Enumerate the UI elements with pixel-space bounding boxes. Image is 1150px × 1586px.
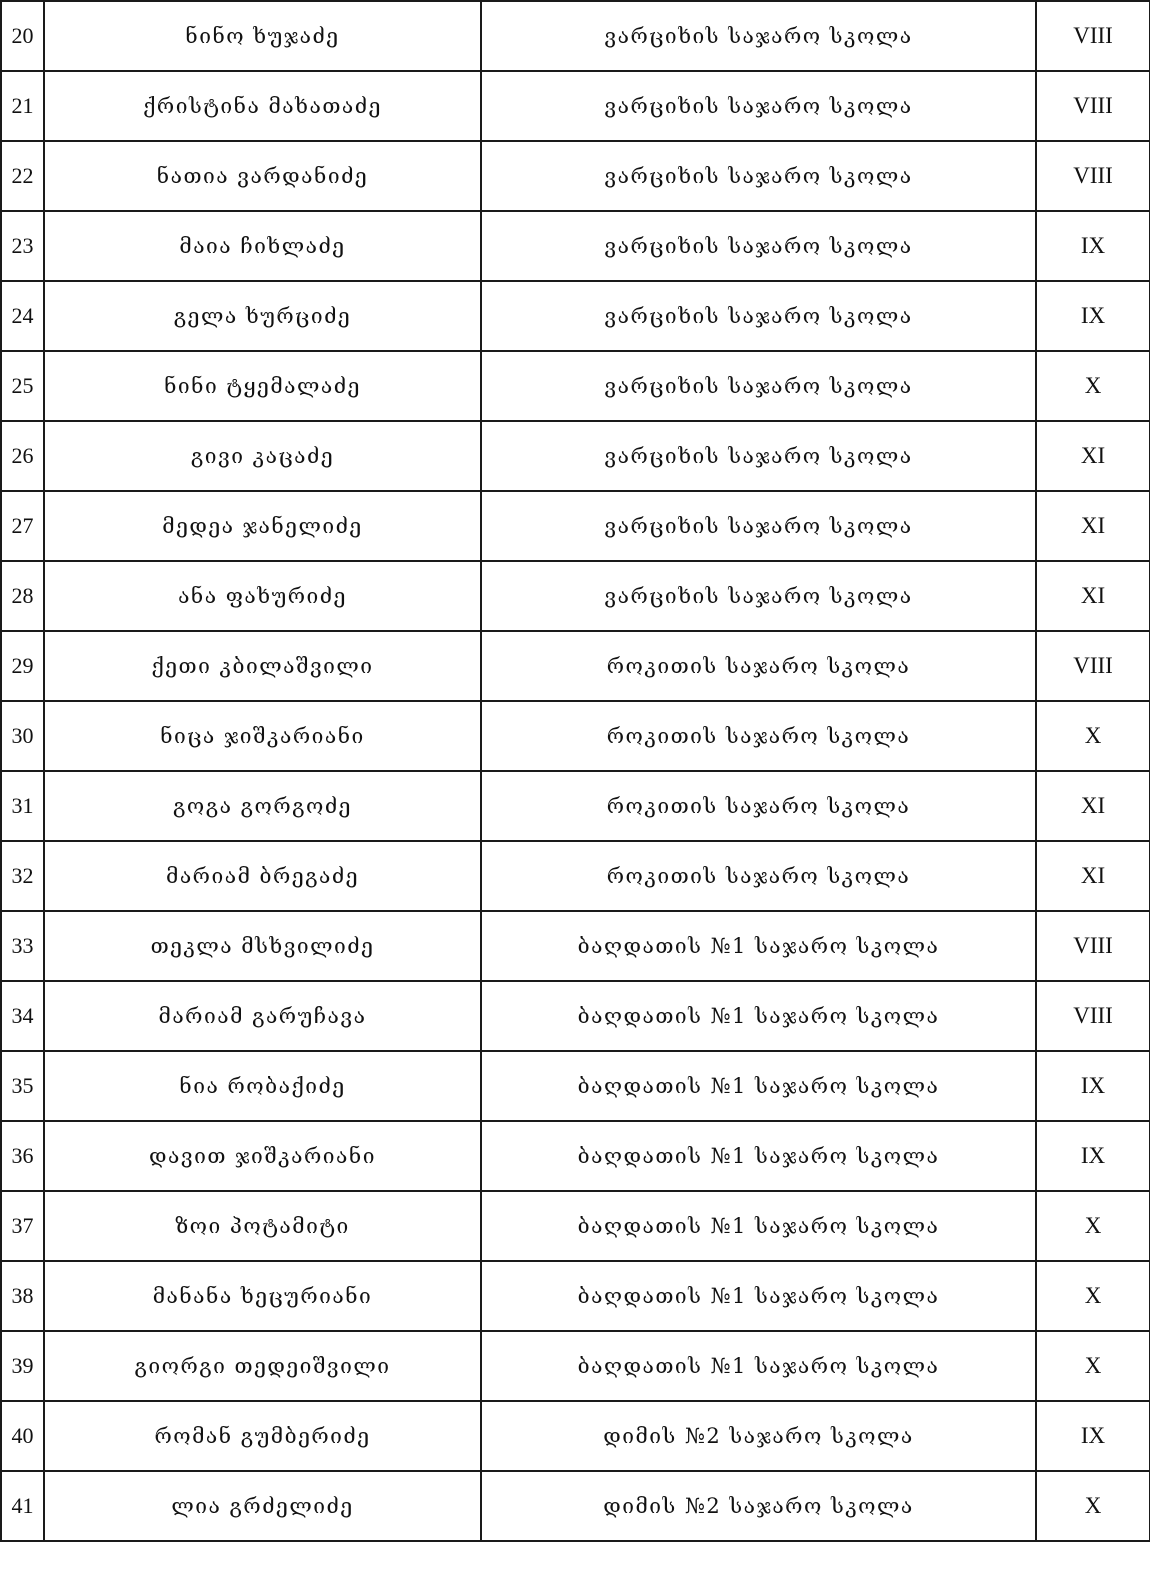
school-name: ვარციხის საჯარო სკოლა bbox=[481, 1, 1036, 71]
school-name: ვარციხის საჯარო სკოლა bbox=[481, 421, 1036, 491]
grade: X bbox=[1036, 1331, 1150, 1401]
school-name: როკითის საჯარო სკოლა bbox=[481, 771, 1036, 841]
row-number: 33 bbox=[1, 911, 44, 981]
school-name: ბაღდათის №1 საჯარო სკოლა bbox=[481, 911, 1036, 981]
participant-name: ნიცა ჯიშკარიანი bbox=[44, 701, 481, 771]
row-number: 38 bbox=[1, 1261, 44, 1331]
grade: XI bbox=[1036, 841, 1150, 911]
participant-name: გელა ხურციძე bbox=[44, 281, 481, 351]
school-name: როკითის საჯარო სკოლა bbox=[481, 701, 1036, 771]
participants-table-body bbox=[1, 1, 1150, 1541]
school-name: როკითის საჯარო სკოლა bbox=[481, 631, 1036, 701]
participant-name: მარიამ ბრეგაძე bbox=[44, 841, 481, 911]
grade: VIII bbox=[1036, 141, 1150, 211]
school-name: ბაღდათის №1 საჯარო სკოლა bbox=[481, 1051, 1036, 1121]
table-row bbox=[1, 491, 1150, 561]
row-number: 34 bbox=[1, 981, 44, 1051]
school-name: ვარციხის საჯარო სკოლა bbox=[481, 281, 1036, 351]
row-number: 22 bbox=[1, 141, 44, 211]
row-number: 30 bbox=[1, 701, 44, 771]
participant-name: ზოი პოტამიტი bbox=[44, 1191, 481, 1261]
table-row bbox=[1, 1, 1150, 71]
school-name: ბაღდათის №1 საჯარო სკოლა bbox=[481, 1121, 1036, 1191]
grade: X bbox=[1036, 701, 1150, 771]
participant-name: მანანა ხეცურიანი bbox=[44, 1261, 481, 1331]
row-number: 28 bbox=[1, 561, 44, 631]
row-number: 39 bbox=[1, 1331, 44, 1401]
grade: VIII bbox=[1036, 1, 1150, 71]
table-row bbox=[1, 1261, 1150, 1331]
row-number: 36 bbox=[1, 1121, 44, 1191]
table-row bbox=[1, 631, 1150, 701]
grade: VIII bbox=[1036, 631, 1150, 701]
row-number: 40 bbox=[1, 1401, 44, 1471]
participant-name: ანა ფახურიძე bbox=[44, 561, 481, 631]
grade: XI bbox=[1036, 421, 1150, 491]
grade: IX bbox=[1036, 211, 1150, 281]
school-name: ვარციხის საჯარო სკოლა bbox=[481, 71, 1036, 141]
participant-name: ლია გრძელიძე bbox=[44, 1471, 481, 1541]
participant-name: თეკლა მსხვილიძე bbox=[44, 911, 481, 981]
row-number: 37 bbox=[1, 1191, 44, 1261]
grade: X bbox=[1036, 1191, 1150, 1261]
table-row bbox=[1, 841, 1150, 911]
grade: X bbox=[1036, 1471, 1150, 1541]
school-name: დიმის №2 საჯარო სკოლა bbox=[481, 1401, 1036, 1471]
participant-name: გიორგი თედეიშვილი bbox=[44, 1331, 481, 1401]
school-name: ვარციხის საჯარო სკოლა bbox=[481, 351, 1036, 421]
school-name: ბაღდათის №1 საჯარო სკოლა bbox=[481, 1331, 1036, 1401]
school-name: ბაღდათის №1 საჯარო სკოლა bbox=[481, 1261, 1036, 1331]
row-number: 24 bbox=[1, 281, 44, 351]
participant-name: ნინო ხუჯაძე bbox=[44, 1, 481, 71]
table-row bbox=[1, 981, 1150, 1051]
grade: IX bbox=[1036, 1121, 1150, 1191]
row-number: 41 bbox=[1, 1471, 44, 1541]
row-number: 31 bbox=[1, 771, 44, 841]
participant-name: მედეა ჯანელიძე bbox=[44, 491, 481, 561]
row-number: 20 bbox=[1, 1, 44, 71]
participant-name: ქეთი კბილაშვილი bbox=[44, 631, 481, 701]
table-row bbox=[1, 351, 1150, 421]
participant-name: მაია ჩიხლაძე bbox=[44, 211, 481, 281]
row-number: 23 bbox=[1, 211, 44, 281]
grade: X bbox=[1036, 351, 1150, 421]
school-name: როკითის საჯარო სკოლა bbox=[481, 841, 1036, 911]
participant-name: ნათია ვარდანიძე bbox=[44, 141, 481, 211]
table-row bbox=[1, 421, 1150, 491]
row-number: 27 bbox=[1, 491, 44, 561]
school-name: ბაღდათის №1 საჯარო სკოლა bbox=[481, 981, 1036, 1051]
grade: XI bbox=[1036, 771, 1150, 841]
table-row bbox=[1, 1471, 1150, 1541]
grade: VIII bbox=[1036, 981, 1150, 1051]
school-name: ვარციხის საჯარო სკოლა bbox=[481, 491, 1036, 561]
grade: IX bbox=[1036, 281, 1150, 351]
table-row bbox=[1, 1191, 1150, 1261]
school-name: დიმის №2 საჯარო სკოლა bbox=[481, 1471, 1036, 1541]
grade: VIII bbox=[1036, 71, 1150, 141]
row-number: 35 bbox=[1, 1051, 44, 1121]
table-row bbox=[1, 1051, 1150, 1121]
table-row bbox=[1, 211, 1150, 281]
participant-name: ქრისტინა მახათაძე bbox=[44, 71, 481, 141]
participant-name: რომან გუმბერიძე bbox=[44, 1401, 481, 1471]
participant-name: დავით ჯიშკარიანი bbox=[44, 1121, 481, 1191]
grade: VIII bbox=[1036, 911, 1150, 981]
school-name: ვარციხის საჯარო სკოლა bbox=[481, 211, 1036, 281]
grade: IX bbox=[1036, 1401, 1150, 1471]
table-row bbox=[1, 701, 1150, 771]
row-number: 32 bbox=[1, 841, 44, 911]
participant-name: ნია რობაქიძე bbox=[44, 1051, 481, 1121]
grade: XI bbox=[1036, 561, 1150, 631]
row-number: 25 bbox=[1, 351, 44, 421]
table-row bbox=[1, 771, 1150, 841]
grade: IX bbox=[1036, 1051, 1150, 1121]
school-name: ვარციხის საჯარო სკოლა bbox=[481, 561, 1036, 631]
table-row bbox=[1, 71, 1150, 141]
participant-name: ნინი ტყემალაძე bbox=[44, 351, 481, 421]
participant-name: გოგა გორგოძე bbox=[44, 771, 481, 841]
participant-name: მარიამ გარუჩავა bbox=[44, 981, 481, 1051]
school-name: ვარციხის საჯარო სკოლა bbox=[481, 141, 1036, 211]
grade: X bbox=[1036, 1261, 1150, 1331]
row-number: 26 bbox=[1, 421, 44, 491]
grade: XI bbox=[1036, 491, 1150, 561]
table-row bbox=[1, 1331, 1150, 1401]
school-name: ბაღდათის №1 საჯარო სკოლა bbox=[481, 1191, 1036, 1261]
row-number: 29 bbox=[1, 631, 44, 701]
table-row bbox=[1, 1121, 1150, 1191]
table-row bbox=[1, 911, 1150, 981]
table-row bbox=[1, 561, 1150, 631]
table-row bbox=[1, 1401, 1150, 1471]
participant-name: გივი კაცაძე bbox=[44, 421, 481, 491]
row-number: 21 bbox=[1, 71, 44, 141]
table-row bbox=[1, 281, 1150, 351]
table-row bbox=[1, 141, 1150, 211]
